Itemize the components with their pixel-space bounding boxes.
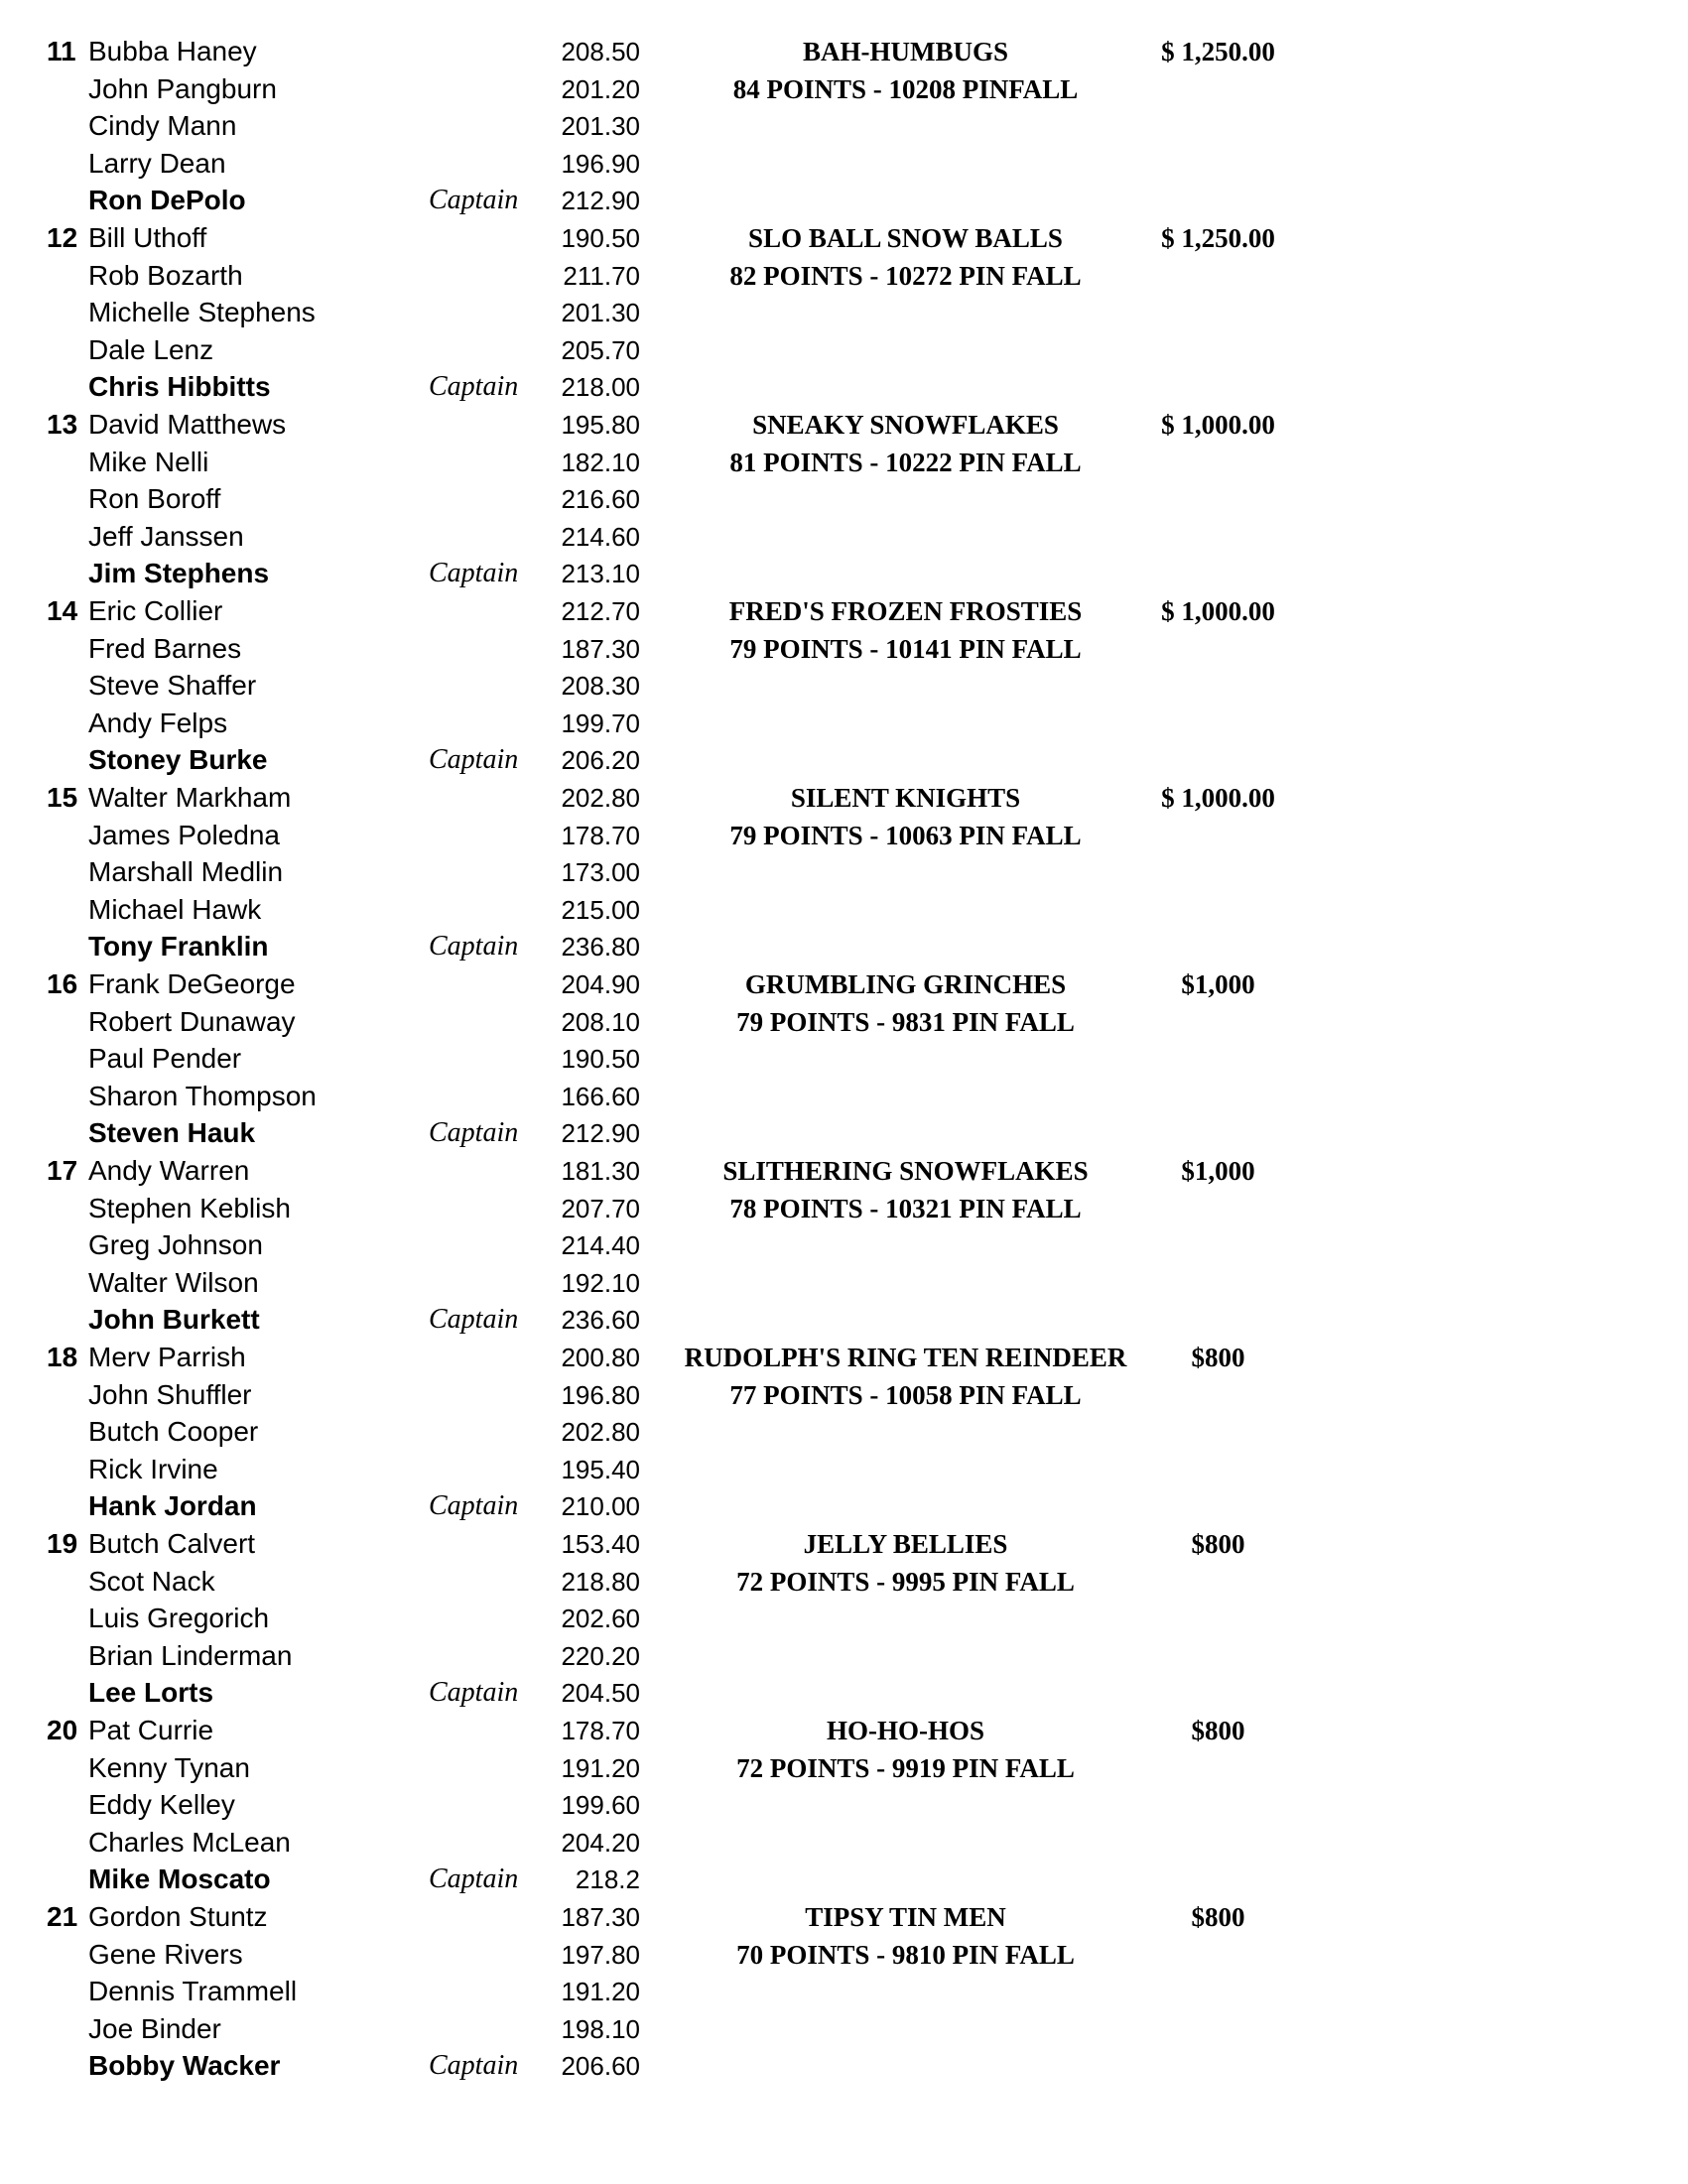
bowler-name: Merv Parrish: [88, 1342, 246, 1372]
bowler-name: Marshall Medlin: [88, 856, 284, 888]
bowler-row: [0, 2046, 1688, 2084]
captain-name: Hank Jordan: [88, 1490, 257, 1522]
team-rank: 19: [47, 1528, 78, 1559]
bowler-row: [0, 144, 1688, 182]
bowler-name: Mike Nelli: [88, 446, 209, 477]
bowler-average: 204.20: [561, 1827, 640, 1858]
team-rank: 11: [47, 36, 76, 66]
bowler-average: 201.20: [561, 73, 640, 104]
bowler-row: [0, 1860, 1688, 1897]
team-block: [0, 218, 1688, 405]
team-points-pinfall: 78 POINTS - 10321 PIN FALL: [729, 1194, 1082, 1223]
bowler-name: Frank DeGeorge: [88, 968, 296, 999]
team-prize: $ 1,000.00: [1161, 410, 1275, 440]
bowler-name: Pat Currie: [88, 1715, 214, 1745]
bowler-name: Brian Linderman: [88, 1639, 293, 1671]
team-block: [0, 1524, 1688, 1711]
captain-name: Tony Franklin: [88, 931, 269, 963]
bowler-row: [0, 1486, 1688, 1524]
bowler-row: [0, 293, 1688, 330]
bowler-average: 173.00: [561, 857, 640, 888]
team-prize: $ 1,250.00: [1161, 223, 1275, 253]
bowler-average: 190.50: [561, 223, 640, 253]
bowler-name: Kenny Tynan: [88, 1751, 250, 1783]
team-block: [0, 1711, 1688, 1897]
bowler-name: Eric Collier: [88, 595, 223, 626]
bowler-name: Fred Barnes: [88, 632, 242, 664]
team-points-pinfall: 79 POINTS - 10141 PIN FALL: [729, 634, 1082, 664]
bowler-average: 199.60: [561, 1790, 640, 1821]
bowler-average: 202.80: [561, 1417, 640, 1448]
bowler-average: 211.70: [563, 260, 640, 291]
captain-label: Captain: [429, 1490, 519, 1522]
team-prize: $800: [1191, 1902, 1245, 1932]
bowler-average: 207.70: [561, 1193, 640, 1223]
team-points-pinfall: 72 POINTS - 9995 PIN FALL: [736, 1567, 1075, 1597]
bowler-name: Michael Hawk: [88, 893, 262, 925]
bowler-average: 213.10: [561, 559, 640, 589]
bowler-average: 181.30: [561, 1156, 640, 1186]
bowler-row: [0, 1823, 1688, 1861]
team-prize: $ 1,000.00: [1161, 783, 1275, 813]
bowler-name: Bill Uthoff: [88, 222, 207, 253]
bowler-average: 208.50: [561, 37, 640, 66]
team-block: [0, 1897, 1688, 2084]
bowler-name: John Shuffler: [88, 1378, 252, 1410]
bowler-average: 214.60: [561, 521, 640, 552]
bowler-row: [0, 852, 1688, 890]
bowler-row: [0, 1225, 1688, 1263]
bowler-average: 204.90: [561, 969, 640, 999]
team-points-pinfall: 82 POINTS - 10272 PIN FALL: [729, 261, 1082, 291]
team-rank: 20: [47, 1715, 78, 1745]
bowler-average: 191.20: [561, 1752, 640, 1783]
team-rank: 16: [47, 968, 78, 999]
bowler-row: [0, 1972, 1688, 2009]
team-prize: $ 1,250.00: [1161, 37, 1275, 66]
team-block: [0, 778, 1688, 964]
bowler-row: [0, 1785, 1688, 1823]
bowler-row: [0, 106, 1688, 144]
team-name: HO-HO-HOS: [826, 1716, 984, 1745]
team-points-pinfall: 84 POINTS - 10208 PINFALL: [732, 74, 1079, 104]
team-points-pinfall: 77 POINTS - 10058 PIN FALL: [729, 1380, 1082, 1410]
bowler-average: 218.80: [561, 1566, 640, 1597]
bowler-row: [0, 554, 1688, 591]
bowler-average: 198.10: [561, 2013, 640, 2044]
bowler-row: [0, 1077, 1688, 1114]
team-name: RUDOLPH'S RING TEN REINDEER: [684, 1343, 1127, 1372]
bowler-average: 210.00: [561, 1491, 640, 1522]
bowler-name: Jeff Janssen: [88, 520, 244, 552]
captain-label: Captain: [429, 1863, 519, 1895]
bowler-row: [0, 181, 1688, 218]
bowler-average: 206.20: [561, 745, 640, 776]
team-rank: 15: [47, 782, 78, 813]
bowler-row: [0, 517, 1688, 555]
bowler-average: 201.30: [561, 111, 640, 142]
captain-name: Ron DePolo: [88, 185, 246, 216]
bowler-name: Gordon Stuntz: [88, 1901, 268, 1932]
bowler-name: Dale Lenz: [88, 333, 214, 365]
team-points-pinfall: 81 POINTS - 10222 PIN FALL: [729, 448, 1082, 477]
bowler-row: [0, 740, 1688, 778]
bowler-average: 212.70: [561, 596, 640, 626]
team-points-pinfall: 70 POINTS - 9810 PIN FALL: [736, 1940, 1075, 1970]
bowler-name: Cindy Mann: [88, 110, 237, 142]
captain-name: Stoney Burke: [88, 744, 268, 776]
bowler-row: [0, 1039, 1688, 1077]
team-prize: $800: [1191, 1343, 1245, 1372]
bowler-name: James Poledna: [88, 819, 281, 850]
bowler-row: [0, 1263, 1688, 1301]
bowler-average: 190.50: [561, 1044, 640, 1075]
captain-label: Captain: [429, 371, 519, 403]
bowler-average: 197.80: [561, 1939, 640, 1970]
team-rank: 13: [47, 409, 78, 440]
captain-label: Captain: [429, 931, 519, 963]
bowler-row: [0, 1599, 1688, 1636]
bowler-average: 196.80: [561, 1379, 640, 1410]
bowler-name: Luis Gregorich: [88, 1603, 270, 1634]
bowler-name: John Pangburn: [88, 72, 277, 104]
captain-label: Captain: [429, 2050, 519, 2082]
team-points-pinfall: 79 POINTS - 9831 PIN FALL: [736, 1007, 1075, 1037]
bowler-name: Andy Warren: [88, 1155, 250, 1186]
bowler-average: 201.30: [561, 298, 640, 328]
bowler-average: 192.10: [561, 1267, 640, 1298]
bowler-name: Walter Markham: [88, 782, 292, 813]
bowler-average: 215.00: [561, 894, 640, 925]
team-block: [0, 1151, 1688, 1338]
bowler-average: 218.00: [561, 372, 640, 403]
bowler-row: [0, 1450, 1688, 1487]
bowler-average: 187.30: [561, 1902, 640, 1932]
bowler-average: 218.2: [575, 1864, 640, 1895]
team-block: [0, 1338, 1688, 1524]
bowler-row: [0, 666, 1688, 704]
bowler-average: 220.20: [561, 1640, 640, 1671]
bowler-name: Gene Rivers: [88, 1938, 243, 1970]
bowler-average: 178.70: [561, 1716, 640, 1745]
team-name: SNEAKY SNOWFLAKES: [752, 410, 1059, 440]
bowler-average: 195.40: [561, 1454, 640, 1484]
team-rank: 21: [47, 1901, 78, 1932]
bowler-average: 206.60: [561, 2051, 640, 2082]
bowler-name: Steve Shaffer: [88, 670, 257, 702]
team-name: SLO BALL SNOW BALLS: [748, 223, 1063, 253]
bowler-average: 199.70: [561, 707, 640, 738]
captain-label: Captain: [429, 558, 519, 589]
team-rank: 14: [47, 595, 78, 626]
bowler-row: [0, 704, 1688, 741]
captain-label: Captain: [429, 1304, 519, 1336]
team-name: JELLY BELLIES: [803, 1529, 1008, 1559]
captain-name: Lee Lorts: [88, 1677, 214, 1709]
bowler-name: Larry Dean: [88, 147, 226, 179]
bowler-average: 204.50: [561, 1678, 640, 1709]
bowler-name: Joe Binder: [88, 2012, 221, 2044]
team-prize: $1,000: [1181, 969, 1255, 999]
team-prize: $800: [1191, 1716, 1245, 1745]
team-name: BAH-HUMBUGS: [802, 37, 1008, 66]
bowler-name: Dennis Trammell: [88, 1976, 298, 2007]
team-name: TIPSY TIN MEN: [805, 1902, 1006, 1932]
bowler-name: Stephen Keblish: [88, 1192, 291, 1223]
bowler-average: 187.30: [561, 633, 640, 664]
bowler-name: Sharon Thompson: [88, 1080, 317, 1111]
bowler-average: 182.10: [561, 447, 640, 477]
bowler-average: 208.30: [561, 671, 640, 702]
team-name: GRUMBLING GRINCHES: [744, 969, 1067, 999]
bowler-average: 216.60: [561, 484, 640, 515]
team-rank: 12: [47, 222, 78, 253]
bowler-average: 205.70: [561, 334, 640, 365]
bowler-row: [0, 1412, 1688, 1450]
team-block: [0, 591, 1688, 778]
bowler-average: 208.10: [561, 1006, 640, 1037]
bowler-average: 196.90: [561, 148, 640, 179]
captain-label: Captain: [429, 1677, 519, 1709]
team-name: FRED'S FROZEN FROSTIES: [728, 596, 1083, 626]
bowler-name: Bubba Haney: [88, 36, 257, 66]
team-block: [0, 405, 1688, 591]
team-rank: 17: [47, 1155, 78, 1186]
bowler-average: 214.40: [561, 1230, 640, 1261]
bowler-average: 200.80: [561, 1343, 640, 1372]
bowler-name: Walter Wilson: [88, 1266, 259, 1298]
team-block: [0, 964, 1688, 1151]
team-points-pinfall: 72 POINTS - 9919 PIN FALL: [736, 1753, 1075, 1783]
team-standings-list: [0, 32, 1688, 2084]
bowler-name: Rick Irvine: [88, 1453, 218, 1484]
captain-name: Steven Hauk: [88, 1117, 256, 1149]
bowler-row: [0, 927, 1688, 964]
bowler-name: Paul Pender: [88, 1043, 242, 1075]
team-prize: $1,000: [1181, 1156, 1255, 1186]
bowler-row: [0, 1300, 1688, 1338]
team-block: [0, 32, 1688, 218]
captain-name: Bobby Wacker: [88, 2050, 281, 2082]
captain-label: Captain: [429, 1117, 519, 1149]
bowler-average: 202.60: [561, 1604, 640, 1634]
bowler-row: [0, 2009, 1688, 2047]
bowler-average: 166.60: [561, 1081, 640, 1111]
bowler-name: Greg Johnson: [88, 1229, 263, 1261]
bowler-row: [0, 890, 1688, 928]
bowler-name: Eddy Kelley: [88, 1789, 235, 1821]
bowler-row: [0, 367, 1688, 405]
captain-name: Jim Stephens: [88, 558, 270, 589]
team-prize: $ 1,000.00: [1161, 596, 1275, 626]
team-name: SLITHERING SNOWFLAKES: [722, 1156, 1089, 1186]
team-prize: $800: [1191, 1529, 1245, 1559]
bowler-average: 191.20: [561, 1977, 640, 2007]
bowler-row: [0, 1673, 1688, 1711]
bowler-average: 236.80: [561, 932, 640, 963]
bowler-row: [0, 1113, 1688, 1151]
captain-name: Chris Hibbitts: [88, 371, 271, 403]
captain-label: Captain: [429, 185, 519, 216]
bowler-name: Butch Calvert: [88, 1528, 256, 1559]
bowler-row: [0, 479, 1688, 517]
bowler-name: Scot Nack: [88, 1565, 215, 1597]
bowler-average: 212.90: [561, 186, 640, 216]
bowler-name: David Matthews: [88, 409, 287, 440]
bowler-average: 195.80: [561, 410, 640, 440]
captain-name: Mike Moscato: [88, 1863, 271, 1895]
bowler-name: Ron Boroff: [88, 483, 221, 515]
bowler-row: [0, 1636, 1688, 1674]
bowler-row: [0, 330, 1688, 368]
bowler-average: 236.60: [561, 1305, 640, 1336]
bowler-name: Butch Cooper: [88, 1416, 259, 1448]
bowler-name: Michelle Stephens: [88, 297, 316, 328]
bowler-name: Robert Dunaway: [88, 1005, 296, 1037]
team-points-pinfall: 79 POINTS - 10063 PIN FALL: [729, 821, 1082, 850]
team-rank: 18: [47, 1342, 78, 1372]
bowler-name: Rob Bozarth: [88, 259, 243, 291]
bowler-name: Charles McLean: [88, 1826, 291, 1858]
captain-label: Captain: [429, 744, 519, 776]
bowler-name: Andy Felps: [88, 707, 228, 738]
bowler-average: 178.70: [561, 820, 640, 850]
captain-name: John Burkett: [88, 1304, 260, 1336]
team-name: SILENT KNIGHTS: [790, 783, 1021, 813]
bowler-average: 202.80: [561, 783, 640, 813]
bowler-average: 153.40: [561, 1529, 640, 1559]
bowler-average: 212.90: [561, 1118, 640, 1149]
